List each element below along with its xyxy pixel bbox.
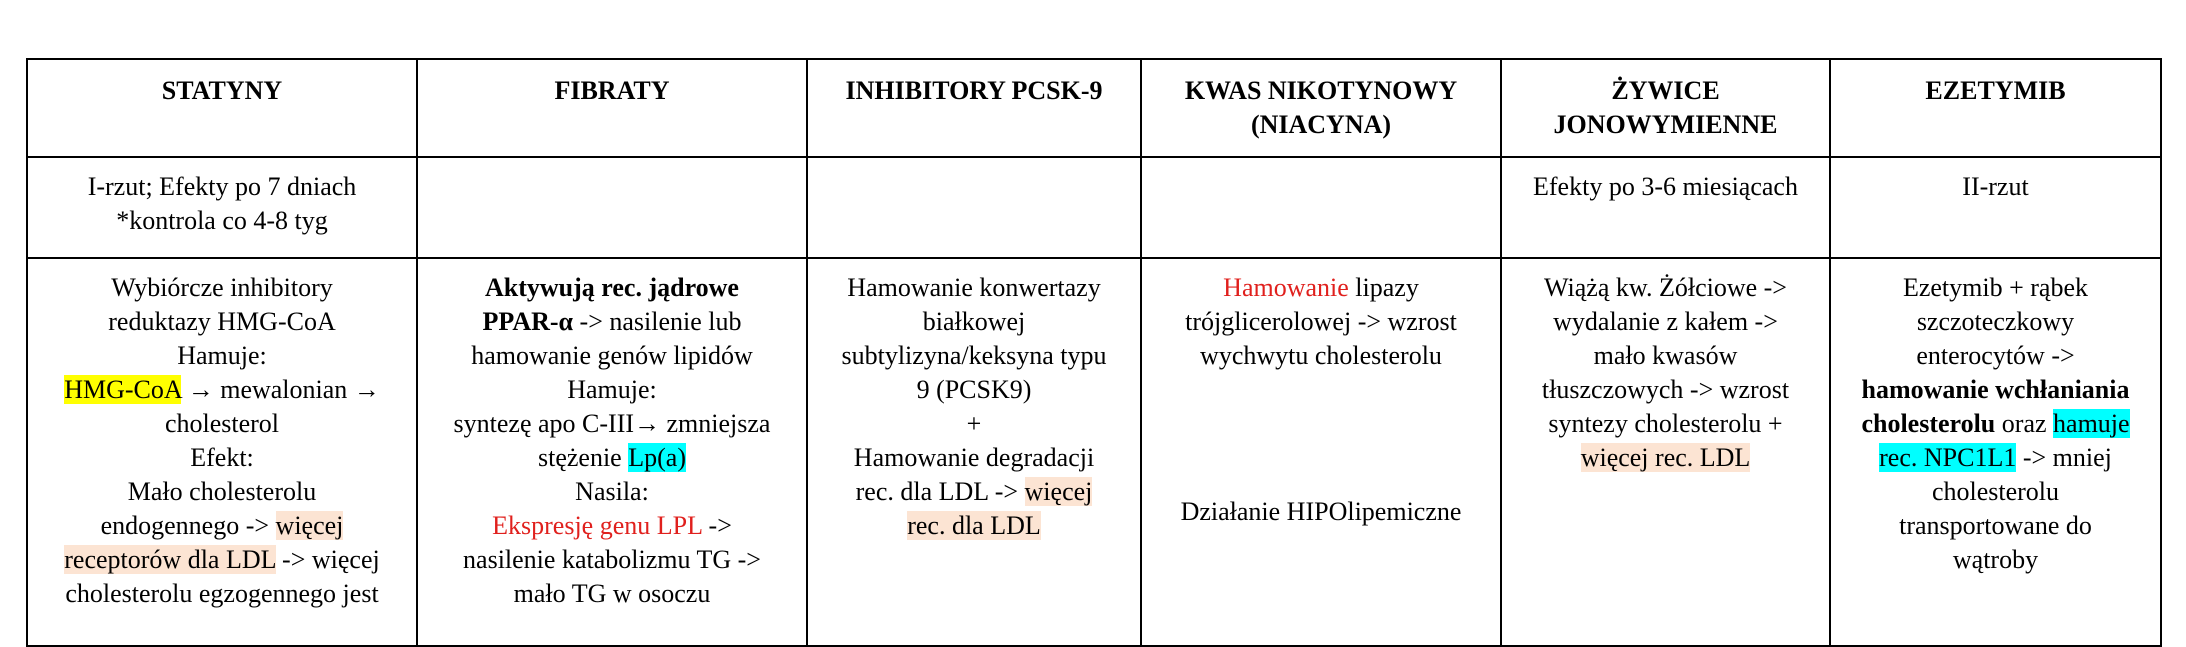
drug-comparison-table: [26, 58, 2162, 647]
note-fibraty: [417, 157, 807, 258]
highlight-peach: rec. dla LDL: [907, 511, 1041, 540]
text-line: mało kwasów: [1593, 341, 1738, 370]
note-line: I-rzut; Efekty po 7 dniach: [87, 172, 357, 201]
text-line: [40, 373, 404, 407]
highlight-peach: więcej: [275, 511, 344, 540]
cell-niacyna: [1141, 258, 1501, 646]
text-line: syntezy cholesterolu +: [1548, 409, 1783, 438]
bold-text: hamowanie wchłaniania: [1861, 375, 2130, 404]
header-pcsk9: INHIBITORY PCSK-9: [807, 59, 1141, 157]
text-line: Mało cholesterolu: [127, 477, 317, 506]
text-line: [40, 543, 404, 577]
text-line: [1514, 441, 1817, 475]
bold-text: Aktywują rec. jądrowe: [485, 273, 739, 302]
text-fragment: oraz: [1995, 409, 2054, 438]
header-zywice: ŻYWICE JONOWYMIENNE: [1501, 59, 1830, 157]
highlight-yellow: HMG-CoA: [64, 375, 182, 404]
text-fragment: stężenie: [538, 443, 629, 472]
text-fragment: lipazy: [1348, 273, 1419, 302]
text-line: syntezę apo C-III→ zmniejsza: [453, 409, 771, 438]
text-line: Hamuje:: [177, 341, 267, 370]
highlight-cyan: rec. NPC1L1: [1879, 443, 2017, 472]
text-line: Nasila:: [575, 477, 649, 506]
header-fibraty: FIBRATY: [417, 59, 807, 157]
highlight-peach: więcej rec. LDL: [1580, 443, 1751, 472]
text-fragment: -> więcej: [275, 545, 380, 574]
cell-pcsk9: [807, 258, 1141, 646]
notes-row: [27, 157, 2161, 258]
cell-zywice: [1501, 258, 1830, 646]
text-line: białkowej: [922, 307, 1026, 336]
text-line: [1154, 271, 1488, 305]
text-line: cholesterol: [164, 409, 280, 438]
text-line: szczoteczkowy: [1916, 307, 2075, 336]
text-line: transportowane do: [1899, 511, 2092, 540]
text-line: reduktazy HMG-CoA: [108, 307, 336, 336]
text-fragment: rec. dla LDL ->: [855, 477, 1025, 506]
bold-text: PPAR-α: [482, 307, 574, 336]
note-zywice: Efekty po 3-6 miesiącach: [1501, 157, 1830, 258]
text-line: [430, 441, 794, 475]
text-line: Ezetymib + rąbek: [1902, 273, 2089, 302]
text-fragment: -> mniej: [2016, 443, 2112, 472]
text-line: [1843, 373, 2148, 407]
text-line: +: [966, 409, 982, 438]
text-line: [820, 475, 1128, 509]
header-ezetymib: EZETYMIB: [1830, 59, 2161, 157]
cell-ezetymib: [1830, 258, 2161, 646]
text-line: 9 (PCSK9): [916, 375, 1032, 404]
text-line: trójglicerolowej -> wzrost: [1185, 307, 1457, 336]
red-text: Hamowanie: [1223, 273, 1349, 302]
text-line: Hamuje:: [567, 375, 657, 404]
note-niacyna: [1141, 157, 1501, 258]
text-fragment: -> nasilenie lub: [573, 307, 742, 336]
text-line: [430, 305, 794, 339]
text-line: [430, 271, 794, 305]
note-ezetymib: II-rzut: [1830, 157, 2161, 258]
text-line: Wiążą kw. Żółciowe ->: [1544, 273, 1787, 302]
highlight-cyan: hamuje: [2053, 409, 2130, 438]
text-line: enterocytów ->: [1916, 341, 2075, 370]
cell-fibraty: [417, 258, 807, 646]
text-fragment: ->: [702, 511, 732, 540]
text-line: Hamowanie degradacji: [853, 443, 1095, 472]
highlight-cyan: Lp(a): [628, 443, 686, 472]
text-line: tłuszczowych -> wzrost: [1541, 375, 1790, 404]
highlight-peach: więcej: [1024, 477, 1093, 506]
text-line: cholesterolu egzogennego jest: [65, 579, 379, 608]
text-line: subtylizyna/keksyna typu: [841, 341, 1107, 370]
text-line: Działanie HIPOlipemiczne: [1180, 497, 1462, 526]
bold-text: cholesterolu: [1861, 409, 1996, 438]
note-line: *kontrola co 4-8 tyg: [116, 206, 328, 235]
text-line: wątroby: [1952, 545, 2039, 574]
header-niacyna: KWAS NIKOTYNOWY (NIACYNA): [1141, 59, 1501, 157]
text-line: wychwytu cholesterolu: [1200, 341, 1442, 370]
header-statyny: STATYNY: [27, 59, 417, 157]
text-line: wydalanie z kałem ->: [1553, 307, 1778, 336]
text-fragment: endogennego ->: [100, 511, 276, 540]
spacer: [1154, 373, 1488, 495]
text-line: [430, 509, 794, 543]
text-line: [40, 509, 404, 543]
text-line: [1843, 407, 2148, 441]
text-line: Hamowanie konwertazy: [847, 273, 1101, 302]
text-line: cholesterolu: [1931, 477, 2060, 506]
note-pcsk9: [807, 157, 1141, 258]
text-line: [820, 509, 1128, 543]
text-line: mało TG w osoczu: [513, 579, 711, 608]
text-line: Efekt:: [190, 443, 254, 472]
cell-statyny: [27, 258, 417, 646]
text-line: [1843, 441, 2148, 475]
text-fragment: → mewalonian →: [181, 375, 380, 404]
mechanism-row: [27, 258, 2161, 646]
header-row: [27, 59, 2161, 157]
note-statyny: [27, 157, 417, 258]
text-line: Wybiórcze inhibitory: [111, 273, 333, 302]
text-line: nasilenie katabolizmu TG ->: [463, 545, 761, 574]
highlight-peach: receptorów dla LDL: [64, 545, 276, 574]
text-line: hamowanie genów lipidów: [471, 341, 753, 370]
red-text: Ekspresję genu LPL: [492, 511, 703, 540]
